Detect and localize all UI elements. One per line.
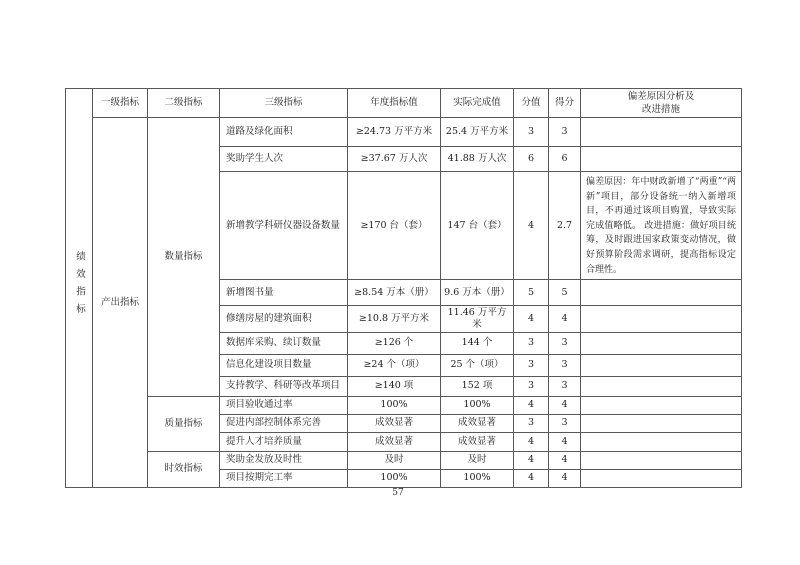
- actual-value-cell: 25.4 万平方米: [441, 118, 514, 147]
- header-result: 得分: [549, 89, 581, 118]
- score-cell: 4: [514, 451, 549, 469]
- result-cell: 4: [549, 306, 581, 333]
- deviation-note-cell: [581, 432, 742, 451]
- score-cell: 3: [514, 376, 549, 396]
- header-level2-indicator: 二级指标: [148, 89, 220, 118]
- score-cell: 4: [514, 306, 549, 333]
- score-cell: 3: [514, 118, 549, 147]
- deviation-note-cell: [581, 354, 742, 376]
- target-value-cell: ≥10.8 万平方米: [348, 306, 441, 333]
- deviation-note-cell: [581, 280, 742, 306]
- page-number: 57: [392, 488, 404, 498]
- actual-value-cell: 41.88 万人次: [441, 147, 514, 172]
- deviation-note-cell: [581, 414, 742, 432]
- indicator-name-cell: 提升人才培养质量: [220, 432, 348, 451]
- actual-value-cell: 147 台（套）: [441, 172, 514, 280]
- header-actual-value: 实际完成值: [441, 89, 514, 118]
- indicator-name-cell: 支持教学、科研等改革项目: [220, 376, 348, 396]
- score-cell: 6: [514, 147, 549, 172]
- score-cell: 3: [514, 332, 549, 354]
- indicator-name-cell: 新增图书量: [220, 280, 348, 306]
- actual-value-cell: 及时: [441, 451, 514, 469]
- score-cell: 4: [514, 172, 549, 280]
- indicator-name-cell: 奖助金发放及时性: [220, 451, 348, 469]
- deviation-note-cell: 偏差原因：年中财政新增了“两重”“两新”项目，部分设备统一纳入新增项目，不再通过该项目购置，导致实际完成值略低。 改进措施：做好项目统筹，及时跟进国家政策变动情况，做好预算阶段需求调研，提高指标设定合理性。: [581, 172, 742, 280]
- indicator-name-cell: 新增教学科研仪器设备数量: [220, 172, 348, 280]
- score-cell: 4: [514, 396, 549, 414]
- target-value-cell: ≥24.73 万平方米: [348, 118, 441, 147]
- deviation-note-cell: [581, 118, 742, 147]
- score-cell: 3: [514, 414, 549, 432]
- target-value-cell: ≥140 项: [348, 376, 441, 396]
- indicator-name-cell: 促进内部控制体系完善: [220, 414, 348, 432]
- result-cell: 3: [549, 376, 581, 396]
- deviation-note-cell: [581, 332, 742, 354]
- header-annual-target: 年度指标值: [348, 89, 441, 118]
- actual-value-cell: 25 个（项）: [441, 354, 514, 376]
- indicator-name-cell: 信息化建设项目数量: [220, 354, 348, 376]
- table-row: [66, 118, 742, 147]
- actual-value-cell: 144 个: [441, 332, 514, 354]
- row-group-label-cell: [66, 89, 93, 488]
- row-group-label: 绩效指标: [73, 251, 85, 322]
- actual-value-cell: 152 项: [441, 376, 514, 396]
- indicator-name-cell: 项目验收通过率: [220, 396, 348, 414]
- header-deviation-note: [581, 89, 742, 118]
- score-cell: 3: [514, 354, 549, 376]
- actual-value-cell: 11.46 万平方米: [441, 306, 514, 333]
- target-value-cell: 成效显著: [348, 432, 441, 451]
- result-cell: 4: [549, 432, 581, 451]
- level2-indicator-cell: 数量指标: [148, 118, 220, 397]
- table-row: [66, 396, 742, 414]
- target-value-cell: 成效显著: [348, 414, 441, 432]
- result-cell: 2.7: [549, 172, 581, 280]
- table-row: [66, 451, 742, 469]
- header-level3-indicator: 三级指标: [220, 89, 348, 118]
- header-deviation-note-line1: 偏差原因分析及: [627, 91, 695, 102]
- result-cell: 4: [549, 396, 581, 414]
- target-value-cell: ≥37.67 万人次: [348, 147, 441, 172]
- header-score: 分值: [514, 89, 549, 118]
- target-value-cell: ≥170 台（套）: [348, 172, 441, 280]
- actual-value-cell: 成效显著: [441, 414, 514, 432]
- result-cell: 5: [549, 280, 581, 306]
- indicator-name-cell: 奖助学生人次: [220, 147, 348, 172]
- result-cell: 3: [549, 354, 581, 376]
- target-value-cell: ≥24 个（项）: [348, 354, 441, 376]
- level2-indicator-cell: 时效指标: [148, 451, 220, 487]
- header-deviation-note-line2: 改进措施: [641, 104, 680, 115]
- result-cell: 4: [549, 469, 581, 487]
- actual-value-cell: 100%: [441, 396, 514, 414]
- actual-value-cell: 9.6 万本（册）: [441, 280, 514, 306]
- target-value-cell: 及时: [348, 451, 441, 469]
- target-value-cell: ≥8.54 万本（册）: [348, 280, 441, 306]
- result-cell: 4: [549, 451, 581, 469]
- performance-indicator-table: [65, 88, 742, 488]
- result-cell: 6: [549, 147, 581, 172]
- actual-value-cell: 100%: [441, 469, 514, 487]
- score-cell: 4: [514, 469, 549, 487]
- deviation-note-cell: [581, 147, 742, 172]
- score-cell: 5: [514, 280, 549, 306]
- indicator-name-cell: 项目按期完工率: [220, 469, 348, 487]
- table-header-row: [66, 89, 742, 118]
- target-value-cell: ≥126 个: [348, 332, 441, 354]
- result-cell: 3: [549, 332, 581, 354]
- actual-value-cell: 成效显著: [441, 432, 514, 451]
- deviation-note-cell: [581, 451, 742, 469]
- level2-indicator-cell: 质量指标: [148, 396, 220, 451]
- deviation-note-cell: [581, 469, 742, 487]
- deviation-note-cell: [581, 376, 742, 396]
- indicator-name-cell: 道路及绿化面积: [220, 118, 348, 147]
- result-cell: 3: [549, 118, 581, 147]
- target-value-cell: 100%: [348, 469, 441, 487]
- deviation-note-cell: [581, 306, 742, 333]
- score-cell: 4: [514, 432, 549, 451]
- indicator-name-cell: 修缮房屋的建筑面积: [220, 306, 348, 333]
- deviation-note-cell: [581, 396, 742, 414]
- header-level1-indicator: 一级指标: [93, 89, 148, 118]
- indicator-name-cell: 数据库采购、续订数量: [220, 332, 348, 354]
- level1-indicator-cell: 产出指标: [93, 118, 148, 488]
- target-value-cell: 100%: [348, 396, 441, 414]
- result-cell: 3: [549, 414, 581, 432]
